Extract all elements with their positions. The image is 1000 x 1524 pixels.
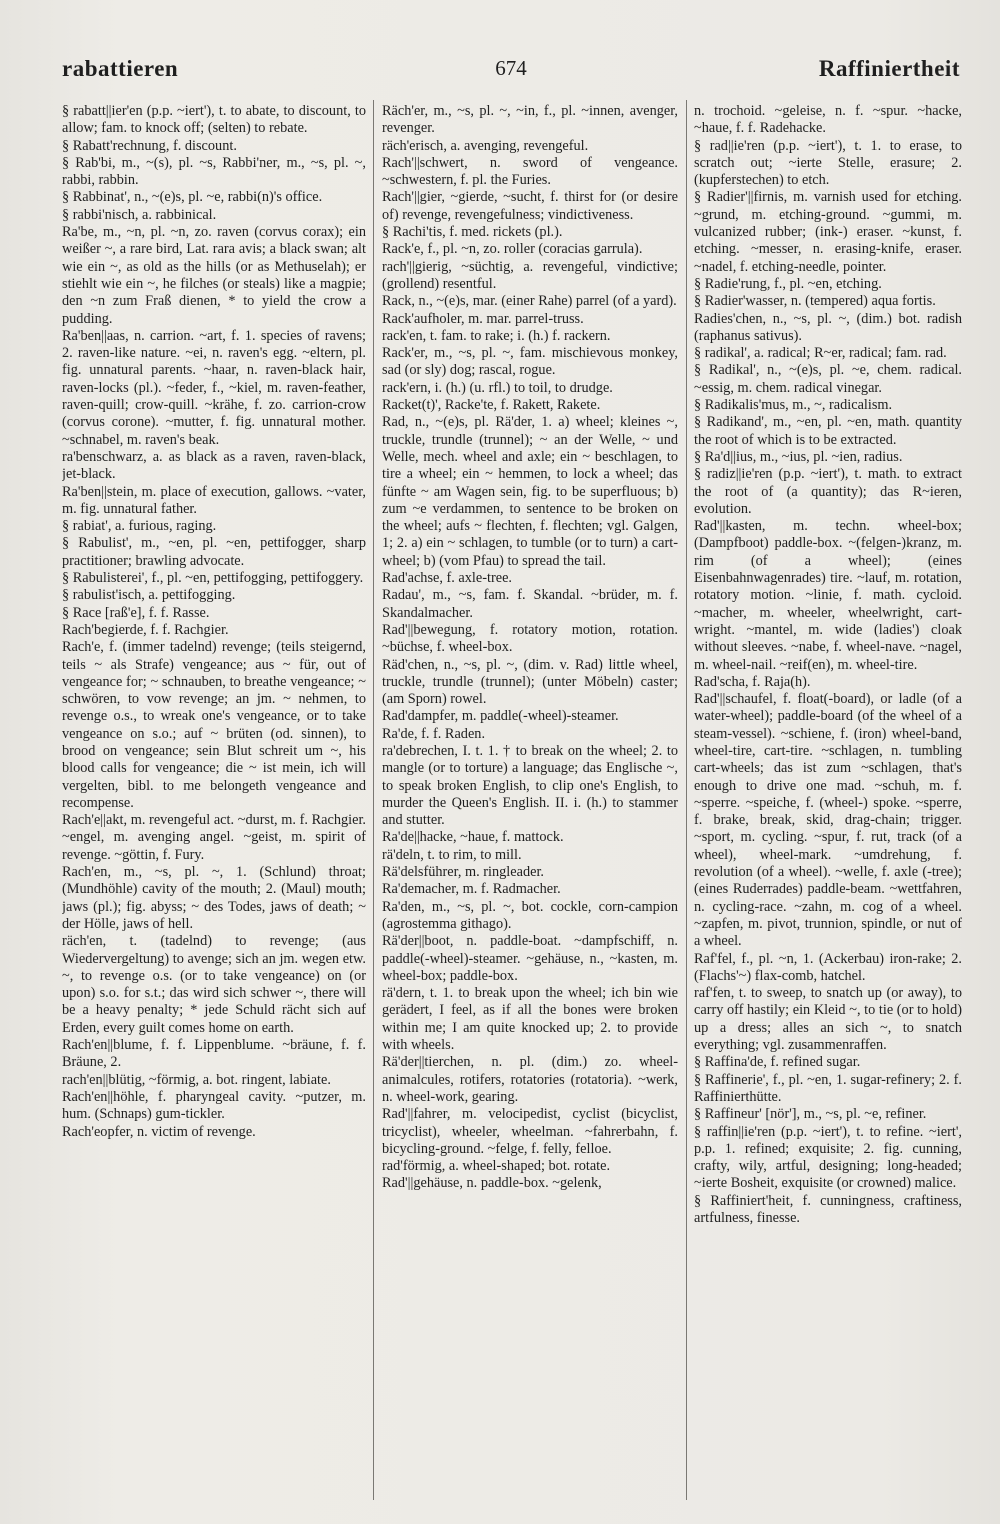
dictionary-entry: § Rab'bi, m., ~(s), pl. ~s, Rabbi'ner, m., ~s, pl. ~, rabbi, rabbin. (62, 154, 366, 189)
dictionary-entry: räch'en, t. (tadelnd) to revenge; (aus Wiedervergeltung) to avenge; sich an jm. wegen etw. ~, to revenge o.s. (or to take vengeance) on (or upon) s.o. for s.t.; das wird sich schwer ~, there will be a heavy penalty; * jede Schuld rächt sich auf Erden, every guilt comes home on earth. (62, 933, 366, 1036)
dictionary-entry: § Raffiniert'heit, f. cunningness, craftiness, artfulness, finesse. (694, 1192, 962, 1226)
dictionary-entry: § Radier'wasser, n. (tempered) aqua fortis. (694, 293, 936, 310)
dictionary-entry: Ra'de||hacke, ~haue, f. mattock. (382, 829, 564, 846)
dictionary-entry: Radau', m., ~s, fam. f. Skandal. ~brüder, m. f. Skandalmacher. (382, 587, 678, 621)
dictionary-entry: Rad'||schaufel, f. float(-board), or ladle (of a water-wheel); paddle-board (of the wheel of a steam-vessel). ~schiene, f. (iron) wheel-band, wheel-tire, cart-tire. ~schlagen, n. tumbling cart-wheels; das ist zum ~schlagen, that's enough to drive one mad. ~schuh, m. f. ~sperre. ~speiche, f. (wheel-) spoke. ~sperre, f. brake, break, skid, drag-chain; trigger. ~sport, m. cycling. ~spur, f. rut, track (of a wheel), wheel-mark. ~umdrehung, f. revolution (of a wheel). ~welle, f. axle (-tree); (eines Ruderrades) paddle-beam. ~wettfahren, n. cycling-race. ~zahn, m. cog of a wheel. ~zapfen, m. pivot, trunnion, spindle, or nut of a wheel. (694, 691, 962, 950)
dictionary-entry: § Radier'||firnis, m. varnish used for etching. ~grund, m. etching-ground. ~gummi, m. vulcanized rubber; (ink-) eraser. ~kunst, f. etching. ~messer, n. erasing-knife, eraser. ~nadel, f. etching-needle, pointer. (694, 189, 962, 275)
dictionary-entry: § Race [raß'e], f. f. Rasse. (62, 604, 210, 621)
dictionary-entry: rad'förmig, a. wheel-shaped; bot. rotate. (382, 1158, 611, 1175)
dictionary-entry: § raffin||ie'ren (p.p. ~iert'), t. to refine. ~iert', p.p. 1. refined; exquisite; 2. fig. cunning, crafty, wily, artful, designing; long-headed; ~ierte Bosheit, exquisite (or crowned) malice. (694, 1123, 962, 1192)
dictionary-entry: rach'||gierig, ~süchtig, a. revengeful, vindictive; (grollend) resentful. (382, 258, 678, 292)
page-number: 674 (495, 56, 527, 80)
dictionary-entry: ra'debrechen, I. t. 1. † to break on the wheel; 2. to mangle (or to torture) a language; das Englische ~, to speak broken English, to clip one's English, to murder the Queen's English. II. i. (h.) to stammer and stutter. (382, 742, 678, 829)
header-left-guide-word: rabattieren (62, 56, 179, 81)
dictionary-entry: Rad'||gehäuse, n. paddle-box. ~gelenk, (382, 1175, 602, 1192)
dictionary-entry: Rach'begierde, f. f. Rachgier. (62, 621, 229, 638)
dictionary-entry: Rä'delsführer, m. ringleader. (382, 864, 544, 881)
dictionary-entry: § radiz||ie'ren (p.p. ~iert'), t. math. to extract the root of (a quantity); das R~ieren, evolution. (694, 466, 962, 517)
dictionary-entry: Ra'ben||aas, n. carrion. ~art, f. 1. species of ravens; 2. raven-like nature. ~ei, n. raven's egg. ~eltern, pl. fig. unnatural parents. ~haar, n. raven-black hair, raven-locks (pl.). ~feder, f., ~kiel, m. raven-feather, raven-quill; crow-quill. ~krähe, f. zo. carrion-crow (corvus corone). ~mutter, f. fig. unnatural mother. ~schnabel, m. raven's beak. (62, 327, 366, 448)
dictionary-entry: rä'dern, t. 1. to break upon the wheel; ich bin wie gerädert, I feel, as if all the bones were broken within me; I am quite knocked up; 2. to provide with wheels. (382, 985, 678, 1054)
dictionary-entry: Raf'fel, f., pl. ~n, 1. (Ackerbau) iron-rake; 2. (Flachs'~) flax-comb, hatchel. (694, 950, 962, 984)
dictionary-entry: Ra'de, f. f. Raden. (382, 725, 486, 742)
dictionary-entry: Rä'der||boot, n. paddle-boat. ~dampfschiff, n. paddle(-wheel)-steamer. ~gehäuse, n., ~kasten, m. wheel-box; paddle-box. (382, 933, 678, 984)
dictionary-entry: Rack'er, m., ~s, pl. ~, fam. mischievous monkey, sad (or sly) dog; rascal, rogue. (382, 345, 678, 379)
dictionary-entry: § rabbi'nisch, a. rabbinical. (62, 206, 217, 223)
dictionary-entry: § Raffina'de, f. refined sugar. (694, 1054, 861, 1071)
dictionary-entry: § rabulist'isch, a. pettifogging. (62, 587, 236, 604)
column-left (62, 103, 366, 1498)
dictionary-entry: Rad'achse, f. axle-tree. (382, 570, 512, 587)
dictionary-entry: Ra'be, m., ~n, pl. ~n, zo. raven (corvus corax); ein weißer ~, a rare bird, Lat. rara avis; a black swan; alt wie ein ~, as old as the hills (or as Methuselah); er stiehlt wie ein ~, he filches (or steals) like a magpie; den ~n zum Fraß dienen, * to yield the crow a pudding. (62, 224, 366, 327)
dictionary-entry: § rad||ie'ren (p.p. ~iert'), t. 1. to erase, to scratch out; ~ierte Stelle, erasure; 2. (kupferstechen) to etch. (694, 137, 962, 189)
dictionary-entry: Rack, n., ~(e)s, mar. (einer Rahe) parrel (of a yard). (382, 293, 677, 310)
dictionary-entry: § Radikal', n., ~(e)s, pl. ~e, chem. radical. ~essig, m. chem. radical vinegar. (694, 362, 962, 396)
dictionary-entry: § Rabulist', m., ~en, pl. ~en, pettifogger, sharp practitioner; brawling advocate. (62, 535, 366, 569)
column-divider (686, 100, 687, 1500)
dictionary-entry: Rad'||bewegung, f. rotatory motion, rotation. ~büchse, f. wheel-box. (382, 621, 678, 656)
dictionary-entry: Ra'den, m., ~s, pl. ~, bot. cockle, corn-campion (agrostemma githago). (382, 898, 678, 932)
dictionary-entry: § Radikalis'mus, m., ~, radicalism. (694, 397, 893, 414)
dictionary-entry: Ra'demacher, m. f. Radmacher. (382, 881, 561, 898)
dictionary-entry: rach'en||blütig, ~förmig, a. bot. ringent, labiate. (62, 1071, 331, 1088)
dictionary-entry: Radies'chen, n., ~s, pl. ~, (dim.) bot. radish (raphanus sativus). (694, 310, 962, 344)
dictionary-entry: § Radie'rung, f., pl. ~en, etching. (694, 275, 882, 292)
dictionary-entry: ra'benschwarz, a. as black as a raven, raven-black, jet-black. (62, 448, 366, 483)
dictionary-entry: § Rabbinat', n., ~(e)s, pl. ~e, rabbi(n)'s office. (62, 189, 323, 206)
dictionary-entry: Rach'en||blume, f. f. Lippenblume. ~bräune, f. f. Bräune, 2. (62, 1037, 366, 1071)
header-right-guide-word: Raffiniertheit (818, 56, 960, 81)
dictionary-entry: Rach'en||höhle, f. pharyngeal cavity. ~putzer, m. hum. (Schnaps) gum-tickler. (62, 1088, 366, 1123)
dictionary-entry: Räch'er, m., ~s, pl. ~, ~in, f., pl. ~innen, avenger, revenger. (382, 103, 678, 137)
dictionary-entry: § Ra'd||ius, m., ~ius, pl. ~ien, radius. (694, 448, 903, 465)
dictionary-entry: Rach'||gier, ~gierde, ~sucht, f. thirst for (or desire of) revenge, revengefulness; vindictiveness. (382, 189, 678, 223)
dictionary-entry: Rä'der||tierchen, n. pl. (dim.) zo. wheel-animalcules, rotifers, rotatories (rotatoria). ~werk, n. wheel-work, gearing. (382, 1054, 678, 1105)
dictionary-entry: Ra'ben||stein, m. place of execution, gallows. ~vater, m. fig. unnatural father. (62, 483, 366, 517)
dictionary-entry: Rach'e, f. (immer tadelnd) revenge; (teils steigernd, teils ~ als Strafe) vengeance; aus ~ für, out of vengeance for; ~ schnauben, to breathe vengeance; ~ schwören, to vow revenge; an jm. ~ nehmen, to revenge o.s., to wreak one's vengeance, or to take vengeance on s.o.; auf ~ brüten (od. sinnen), to brood on vengeance; sein Blut schreit um ~, his blood calls for vengeance; die ~ ist mein, ich will vergelten, bibl. to me belongeth vengeance and recompense. (62, 639, 366, 811)
dictionary-entry: rä'deln, t. to rim, to mill. (382, 846, 522, 863)
dictionary-entry: n. trochoid. ~geleise, n. f. ~spur. ~hacke, ~haue, f. f. Radehacke. (694, 103, 962, 137)
dictionary-entry: § Raffineur' [nör'], m., ~s, pl. ~e, refiner. (694, 1106, 927, 1123)
dictionary-entry: raf'fen, t. to sweep, to snatch up (or away), to carry off hastily; ein Kleid ~, to tie (or to hold) up a dress; alles an sich ~, to snatch everything; vgl. zusammenraffen. (694, 985, 962, 1054)
dictionary-entry: Rack'aufholer, m. mar. parrel-truss. (382, 310, 584, 327)
dictionary-entry: räch'erisch, a. avenging, revengeful. (382, 137, 589, 154)
dictionary-entry: § Raffinerie', f., pl. ~en, 1. sugar-refinery; 2. f. Raffinierthütte. (694, 1071, 962, 1105)
dictionary-entry: Rach'eopfer, n. victim of revenge. (62, 1123, 256, 1140)
dictionary-entry: Rack'e, f., pl. ~n, zo. roller (coracias garrula). (382, 241, 643, 258)
dictionary-entry: § Rabatt'rechnung, f. discount. (62, 137, 237, 154)
dictionary-entry: Räd'chen, n., ~s, pl. ~, (dim. v. Rad) little wheel, truckle, trundle (trunnel); (unter Möbeln) caster; (am Sporn) rowel. (382, 656, 678, 708)
dictionary-entry: Rad'scha, f. Raja(h). (694, 673, 811, 690)
dictionary-entry: § radikal', a. radical; R~er, radical; fam. rad. (694, 345, 947, 362)
dictionary-entry: rack'en, t. fam. to rake; i. (h.) f. rackern. (382, 327, 611, 344)
dictionary-entry: Racket(t)', Racke'te, f. Rakett, Rakete. (382, 397, 601, 414)
dictionary-entry: § Rabulisterei', f., pl. ~en, pettifogging, pettifoggery. (62, 570, 364, 587)
column-divider (373, 100, 374, 1500)
dictionary-entry: Rad'||kasten, m. techn. wheel-box; (Dampfboot) paddle-box. ~(felgen-)kranz, m. rim (of a wheel); (eines Eisenbahnwagenrades) tire. ~lauf, m. rotation, rotatory motion. ~linie, f. math. cycloid. ~macher, m. wheeler, wheelwright, cart-wright. ~mantel, m. wide (ladies') cloak without sleeves. ~nabe, f. wheel-nave. ~nagel, m. wheel-nail. ~reif(en), m. wheel-tire. (694, 518, 962, 673)
dictionary-entry: § Rachi'tis, f. med. rickets (pl.). (382, 224, 563, 241)
page-header (62, 56, 960, 92)
dictionary-entry: Rach'||schwert, n. sword of vengeance. ~schwestern, f. pl. the Furies. (382, 154, 678, 189)
column-middle (382, 103, 678, 1498)
column-right (694, 103, 962, 1498)
dictionary-entry: Rach'e||akt, m. revengeful act. ~durst, m. f. Rachgier. ~engel, m. avenging angel. ~geist, m. spirit of revenge. ~göttin, f. Fury. (62, 812, 366, 863)
dictionary-entry: Rad, n., ~(e)s, pl. Rä'der, 1. a) wheel; kleines ~, truckle, trundle (trunnel); ~ an der Welle, ~ und Welle, mech. wheel and axle; ein ~ beschlagen, to tire a wheel; ein ~ hemmen, to lock a wheel; das fünfte ~ am Wagen sein, fig. to be superfluous; b) zum ~e verdammen, to sentence to be broken on the wheel; aufs ~ flechten, f. flechten; vgl. Galgen, 1; 2. a) ein ~ schlagen, to tumble (or to turn) a cart-wheel; b) (vom Pfau) to spread the tail. (382, 414, 678, 569)
dictionary-entry: § rabatt||ier'en (p.p. ~iert'), t. to abate, to discount, to allow; fam. to knock off; (selten) to rebate. (62, 103, 366, 137)
dictionary-entry: Rad'dampfer, m. paddle(-wheel)-steamer. (382, 708, 619, 725)
dictionary-entry: § Radikand', m., ~en, pl. ~en, math. quantity the root of which is to be extracted. (694, 414, 962, 448)
dictionary-entry: Rad'||fahrer, m. velocipedist, cyclist (bicyclist, tricyclist), wheeler, wheelman. ~fahrerbahn, f. bicycling-ground. ~felge, f. felly, felloe. (382, 1106, 678, 1157)
dictionary-entry: rack'ern, i. (h.) (u. rfl.) to toil, to drudge. (382, 379, 613, 396)
dictionary-entry: Rach'en, m., ~s, pl. ~, 1. (Schlund) throat; (Mundhöhle) cavity of the mouth; 2. (Maul) mouth; jaws (pl.); fig. abyss; ~ des Todes, jaws of death; ~ der Hölle, jaws of hell. (62, 864, 366, 932)
dictionary-entry: § rabiat', a. furious, raging. (62, 518, 217, 535)
